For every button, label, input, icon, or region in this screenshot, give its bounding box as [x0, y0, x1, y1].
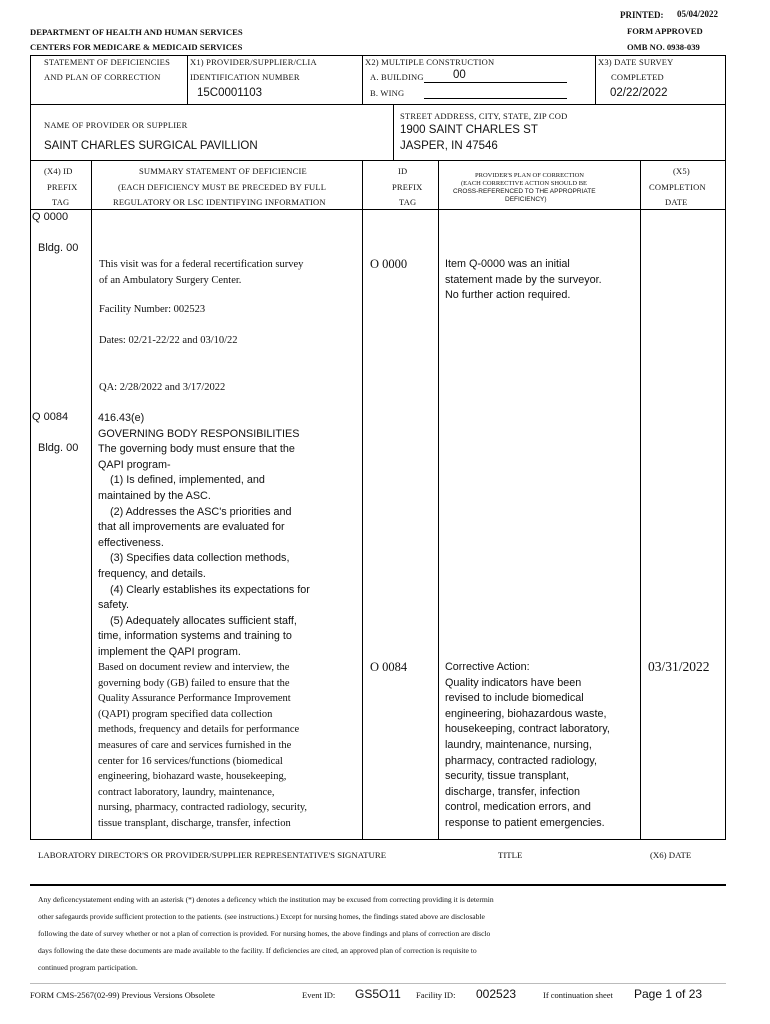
title-label: TITLE: [498, 850, 523, 860]
survey-completed-date: 02/22/2022: [610, 87, 668, 99]
x4-header-2: PREFIX: [47, 182, 78, 192]
entry2-plan-line: response to patient emergencies.: [445, 816, 605, 829]
entry1-id-tag: O 0000: [370, 257, 408, 271]
signature-label: LABORATORY DIRECTOR'S OR PROVIDER/SUPPLIER REPRESENTATIVE'S SIGNATURE: [38, 850, 387, 860]
form-number: FORM CMS-2567(02-99) Previous Versions Obsolete: [30, 990, 215, 1000]
summary-header-2: (EACH DEFICIENCY MUST BE PRECEDED BY FULL: [118, 182, 327, 192]
entry1-line-2: of an Ambulatory Surgery Center.: [99, 274, 242, 286]
entry2-finding-line: governing body (GB) failed to ensure that the: [98, 677, 290, 689]
entry2-reg-line: (1) Is defined, implemented, and: [98, 474, 265, 487]
address-line-1: 1900 SAINT CHARLES ST: [400, 124, 538, 136]
footnote-line: days following the date these documents are made available to the facility. If deficiencies are cited, an approved plan of correction is requisite to: [38, 946, 477, 955]
footnote-line: Any deficencystatement ending with an asterisk (*) denotes a deficency which the institution may be excused from correcting providing it is determin: [38, 895, 494, 904]
footnote-line: other safegaurds provide sufficient protection to the patients. (see instructions.) Except for nursing homes, the findings stated above are disclosable: [38, 912, 485, 921]
wing-label: B. WING: [370, 88, 405, 98]
entry2-finding-line: measures of care and services furnished in the: [98, 739, 292, 751]
address-label: STREET ADDRESS, CITY, STATE, ZIP COD: [400, 111, 568, 121]
entry2-finding-line: contract laboratory, laundry, maintenance,: [98, 786, 275, 798]
entry1-building: Bldg. 00: [38, 242, 79, 254]
event-id-label: Event ID:: [302, 990, 336, 1000]
entry1-qa: QA: 2/28/2022 and 3/17/2022: [99, 382, 226, 393]
entry2-finding-line: tissue transplant, discharge, transfer, infection: [98, 817, 291, 829]
continuation-label: If continuation sheet: [543, 990, 613, 1000]
entry2-regulation: [98, 411, 310, 661]
plan-header-3: CROSS-REFERENCED TO THE APPROPRIATE: [453, 188, 596, 195]
x5-header-2: COMPLETION: [649, 182, 706, 192]
entry2-finding-line: nursing, pharmacy, contracted radiology, security,: [98, 802, 308, 814]
entry2-reg-line: (3) Specifies data collection methods,: [98, 552, 290, 565]
summary-header-1: SUMMARY STATEMENT OF DEFICIENCIE: [139, 166, 307, 176]
summary-header-3: REGULATORY OR LSC IDENTIFYING INFORMATION: [113, 197, 326, 207]
form-approved: FORM APPROVED: [627, 26, 703, 36]
page-number: Page 1 of 23: [634, 987, 703, 1001]
signature-date-label: (X6) DATE: [650, 850, 692, 860]
facility-id-label: Facility ID:: [416, 990, 456, 1000]
entry2-completion-date: 03/31/2022: [648, 659, 710, 674]
entry2-reg-line: frequency, and details.: [98, 567, 206, 580]
x5-header-3: DATE: [665, 197, 688, 207]
entry1-plan-line-1: Item Q-0000 was an initial: [445, 258, 570, 270]
entry2-plan-line: engineering, biohazardous waste,: [445, 707, 607, 720]
entry2-id-tag: O 0084: [370, 660, 408, 674]
entry2-reg-line: safety.: [98, 599, 130, 612]
entry2-reg-line: (5) Adequately allocates sufficient staff,: [98, 614, 297, 627]
entry2-reg-line: QAPI program-: [98, 458, 171, 471]
entry2-plan-line: discharge, transfer, infection: [445, 785, 581, 798]
entry2-reg-line: (4) Clearly establishes its expectations for: [98, 583, 310, 596]
building-value: 00: [453, 69, 466, 81]
statement-label-1: STATEMENT OF DEFICIENCIES: [44, 57, 171, 67]
entry2-plan-line: revised to include biomedical: [445, 692, 584, 705]
clia-number: 15C0001103: [197, 87, 263, 99]
plan-header-4: DEFICIENCY): [505, 196, 547, 203]
entry2-reg-line: time, information systems and training to: [98, 630, 292, 643]
entry2-plan-line: security, tissue transplant,: [445, 770, 570, 783]
entry1-tag: Q 0000: [32, 211, 69, 223]
x3-label: X3) DATE SURVEY: [598, 57, 674, 67]
entry2-reg-line: maintained by the ASC.: [98, 489, 211, 502]
entry2-reg-line: The governing body must ensure that the: [98, 443, 295, 456]
entry2-reg-line: that all improvements are evaluated for: [98, 521, 285, 534]
building-label: A. BUILDING: [370, 72, 424, 82]
entry2-finding-line: methods, frequency and details for performance: [98, 724, 300, 736]
entry1-line-1: This visit was for a federal recertification survey: [99, 259, 304, 270]
plan-header-1: PROVIDER'S PLAN OF CORRECTION: [475, 172, 584, 179]
entry2-plan-line: Quality indicators have been: [445, 676, 582, 689]
entry2-plan-line: pharmacy, contracted radiology,: [445, 754, 598, 767]
entry2-plan-line: housekeeping, contract laboratory,: [445, 723, 610, 736]
address-line-2: JASPER, IN 47546: [400, 140, 498, 152]
entry1-plan-line-3: No further action required.: [445, 289, 571, 302]
statement-label-2: AND PLAN OF CORRECTION: [44, 72, 161, 82]
x3-label-2: COMPLETED: [611, 72, 664, 82]
entry2-reg-line: effectiveness.: [98, 536, 164, 549]
provider-name-label: NAME OF PROVIDER OR SUPPLIER: [44, 120, 188, 130]
footnote-line: continued program participation.: [38, 963, 138, 972]
entry1-facility-number: Facility Number: 002523: [99, 304, 206, 315]
id-header-3: TAG: [399, 197, 417, 207]
facility-id-value: 002523: [476, 987, 517, 1001]
entry2-building: Bldg. 00: [38, 442, 79, 454]
entry2-finding-line: center for 16 services/functions (biomedical: [98, 755, 283, 767]
centers-title: CENTERS FOR MEDICARE & MEDICAID SERVICES: [30, 42, 243, 52]
department-title: DEPARTMENT OF HEALTH AND HUMAN SERVICES: [30, 27, 243, 37]
entry2-reg-line: implement the QAPI program.: [98, 645, 241, 658]
entry2-tag: Q 0084: [32, 411, 69, 423]
plan-header-2: (EACH CORRECTIVE ACTION SHOULD BE: [461, 180, 588, 187]
x5-header-1: (X5): [673, 166, 690, 176]
omb-number: OMB NO. 0938-039: [627, 42, 700, 52]
entry1-plan: [445, 257, 602, 304]
provider-name: SAINT CHARLES SURGICAL PAVILLION: [44, 140, 258, 152]
x2-label: X2) MULTIPLE CONSTRUCTION: [365, 57, 495, 67]
entry2-finding-line: Quality Assurance Performance Improvement: [98, 693, 291, 705]
entry2-reg-line: GOVERNING BODY RESPONSIBILITIES: [98, 427, 300, 440]
entry2-finding-line: (QAPI) program specified data collection: [98, 708, 273, 720]
id-header-1: ID: [398, 166, 408, 176]
entry2-reg-line: (2) Addresses the ASC's priorities and: [98, 505, 292, 518]
entry1-plan-line-2: statement made by the surveyor.: [445, 273, 602, 286]
x1-label: X1) PROVIDER/SUPPLIER/CLIA: [190, 57, 317, 67]
entry2-plan-line: Corrective Action:: [445, 661, 530, 673]
printed-label: PRINTED:: [620, 10, 664, 20]
x4-header-3: TAG: [52, 197, 70, 207]
footnote: [38, 891, 494, 976]
x1-label-2: IDENTIFICATION NUMBER: [190, 72, 300, 82]
entry2-finding-line: Based on document review and interview, the: [98, 662, 290, 673]
entry2-plan: [445, 660, 610, 832]
x4-header-1: (X4) ID: [44, 166, 73, 176]
id-header-2: PREFIX: [392, 182, 423, 192]
entry2-plan-line: laundry, maintenance, nursing,: [445, 738, 592, 751]
entry2-plan-line: control, medication errors, and: [445, 801, 591, 814]
entry1-dates: Dates: 02/21-22/22 and 03/10/22: [99, 335, 238, 346]
entry1-summary: [99, 257, 303, 288]
footnote-line: following the date of survey whether or not a plan of correction is provided. For nursing homes, the above findings and plans of correction are disclo: [38, 929, 491, 938]
entry2-finding-line: engineering, biohazard waste, housekeeping,: [98, 771, 287, 783]
printed-date: 05/04/2022: [677, 9, 719, 19]
event-id-value: GS5O11: [355, 987, 401, 1001]
entry2-reg-line: 416.43(e): [98, 412, 145, 424]
entry2-findings: [98, 660, 307, 832]
